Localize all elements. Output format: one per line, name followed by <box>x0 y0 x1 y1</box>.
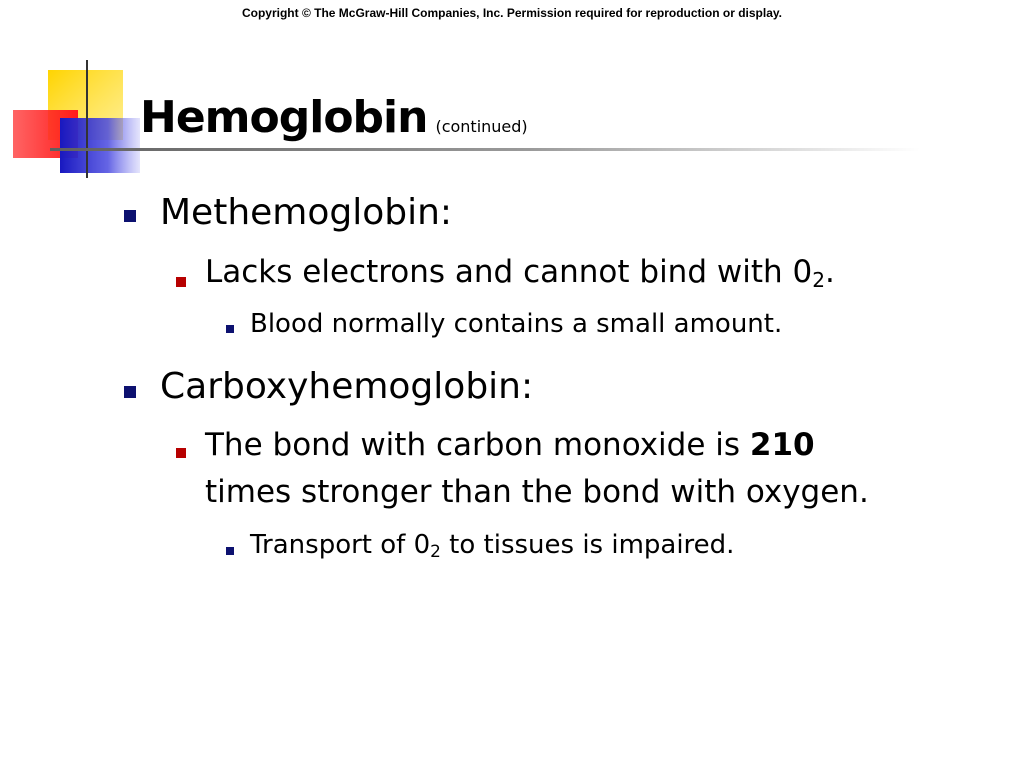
list-item-continuation: times stronger than the bond with oxygen. <box>205 474 869 510</box>
subscript: 2 <box>812 268 826 293</box>
slide-title <box>140 92 528 143</box>
item-text-end: . <box>825 254 835 290</box>
bullet-square-icon <box>176 277 186 287</box>
title-main: Hemoglobin <box>140 92 428 143</box>
list-item: Carboxyhemoglobin: <box>160 366 534 407</box>
list-item: Blood normally contains a small amount. <box>250 309 783 339</box>
bullet-square-icon <box>124 386 136 398</box>
bullet-square-icon <box>176 448 186 458</box>
bullet-square-icon <box>124 210 136 222</box>
bullet-square-icon <box>226 325 234 333</box>
list-item <box>205 254 835 292</box>
item-text-end: to tissues is impaired. <box>440 530 735 560</box>
list-item <box>205 427 815 463</box>
copyright-notice: Copyright © The McGraw-Hill Companies, Inc. Permission required for reproduction or display. <box>241 6 783 20</box>
item-text: Lacks electrons and cannot bind with 0 <box>205 254 813 290</box>
subscript: 2 <box>430 541 441 562</box>
title-subtitle: (continued) <box>435 117 528 136</box>
title-underline <box>50 148 920 151</box>
blue-square <box>60 118 140 173</box>
list-item <box>250 530 734 561</box>
bold-value: 210 <box>749 427 815 463</box>
list-item: Methemoglobin: <box>160 192 453 233</box>
item-text: The bond with carbon monoxide is <box>205 427 750 463</box>
bullet-square-icon <box>226 547 234 555</box>
item-text: Transport of 0 <box>250 530 431 560</box>
